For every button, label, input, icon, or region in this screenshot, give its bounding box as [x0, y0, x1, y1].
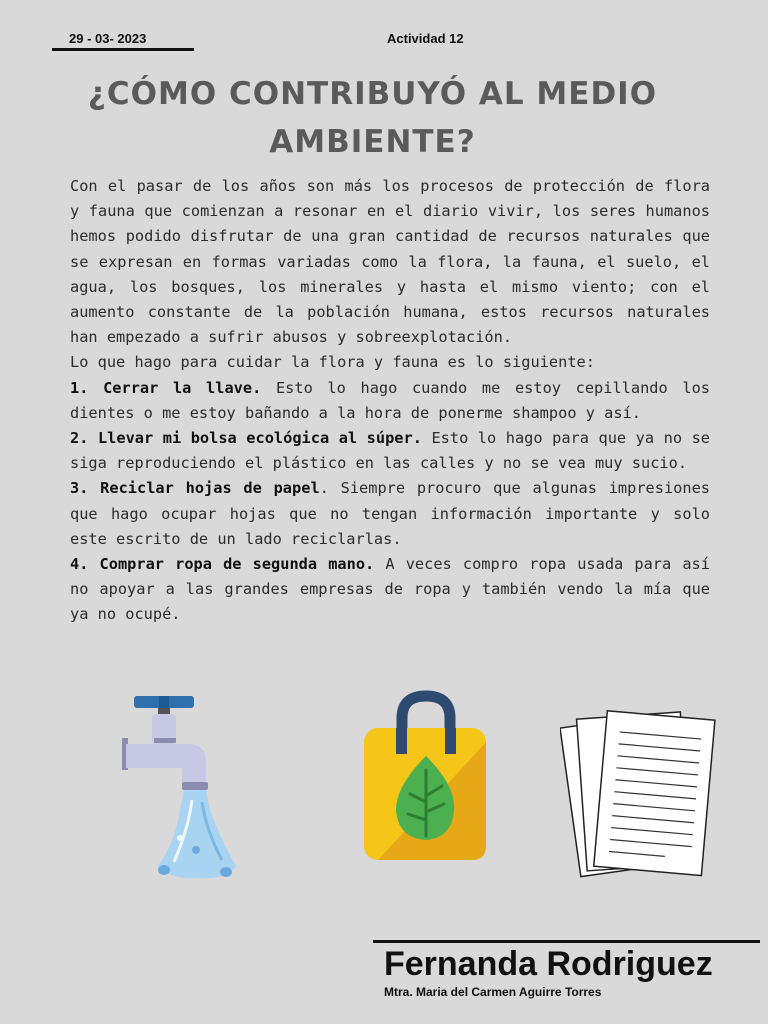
- action-label: 3. Reciclar hojas de papel: [70, 479, 320, 498]
- student-name: Fernanda Rodriguez: [384, 945, 713, 983]
- activity-label: Actividad 12: [387, 31, 464, 46]
- action-item: [70, 552, 710, 628]
- date-underline: [52, 48, 194, 51]
- action-text: Esto lo hago para que ya no se siga reproduciendo el plástico en las calles y no se vea muy sucio.: [70, 429, 710, 473]
- action-text: . Siempre procuro que algunas impresiones que hago ocupar hojas que no tengan información importante y solo este escrito de un lado reciclarlas.: [70, 479, 710, 548]
- signature-line: [373, 940, 760, 943]
- action-label: 4. Comprar ropa de segunda mano.: [70, 555, 375, 574]
- water-tap-icon: [118, 690, 248, 885]
- lead-paragraph: Lo que hago para cuidar la flora y fauna es lo siguiente:: [70, 353, 595, 372]
- action-label: 2. Llevar mi bolsa ecológica al súper.: [70, 429, 422, 448]
- date: 29 - 03- 2023: [69, 31, 147, 46]
- paper-sheets-icon: [560, 705, 720, 883]
- body-text: [70, 174, 710, 628]
- eco-bag-icon: [356, 690, 496, 865]
- action-text: Esto lo hago cuando me estoy cepillando los dientes o me estoy bañando a la hora de ponerme shampoo y así.: [70, 378, 711, 422]
- action-item: [70, 376, 710, 426]
- action-label: 1. Cerrar la llave.: [70, 378, 262, 397]
- page-title: ¿CÓMO CONTRIBUYÓ AL MEDIO AMBIENTE?: [87, 76, 658, 160]
- action-item: [70, 426, 710, 476]
- action-text: A veces compro ropa usada para así no apoyar a las grandes empresas de ropa y también vendo la mía que ya no ocupé.: [70, 555, 710, 624]
- teacher-name: Mtra. Maria del Carmen Aguirre Torres: [384, 985, 602, 999]
- action-item: [70, 476, 710, 552]
- intro-paragraph: Con el pasar de los años son más los procesos de protección de flora y fauna que comienzan a resonar en el diario vivir, los seres humanos hemos podido disfrutar de una gran cantidad de recursos naturales que se expresan en formas variadas como la flora, la fauna, el suelo, el agua, los bosques, los minerales y hasta el mismo viento; con el aumento constante de la población humana, estos recursos naturales han empezado a sufrir abusos y sobreexplotación.: [70, 177, 710, 347]
